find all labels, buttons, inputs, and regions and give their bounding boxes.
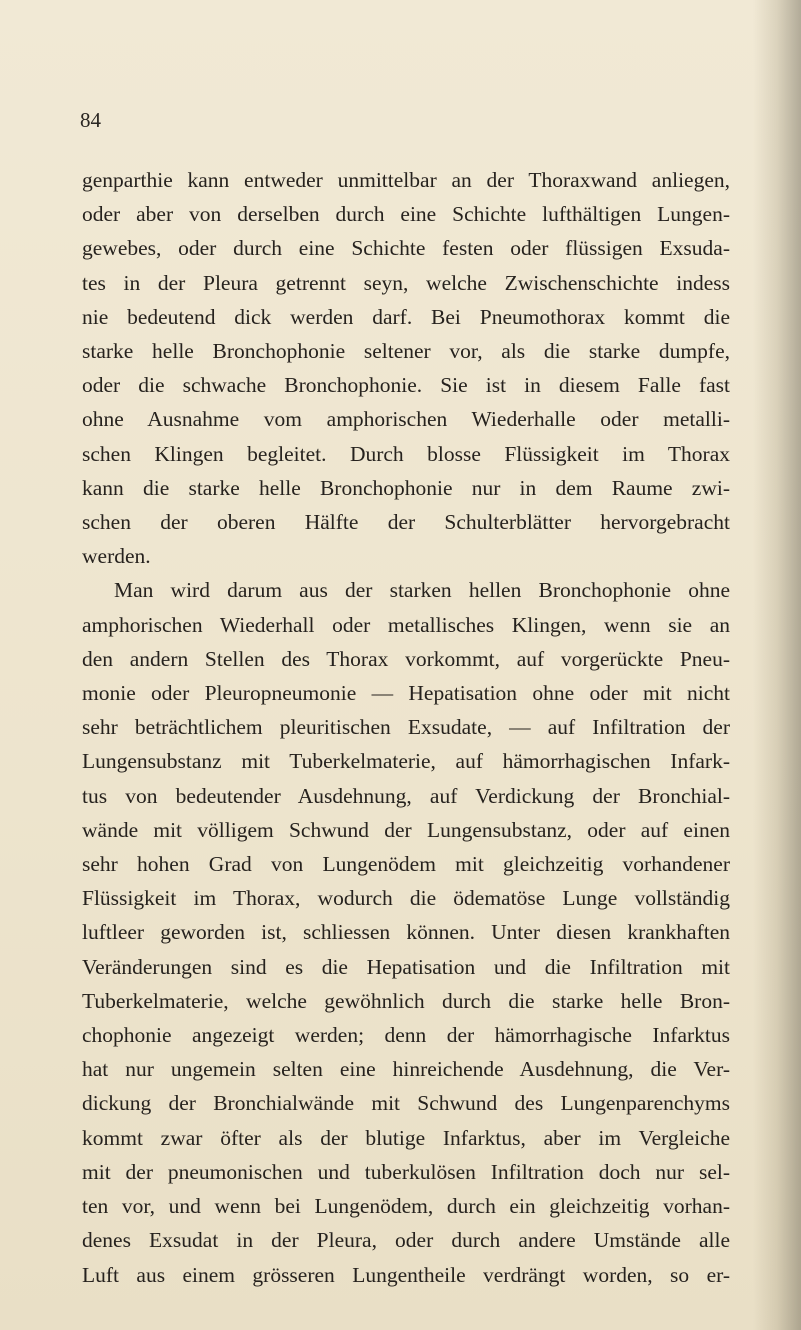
page-number: 84 (80, 108, 101, 132)
text-line: kommt zwar öfter als der blutige Infarktus, aber im Vergleiche (82, 1125, 730, 1150)
text-line: schen der oberen Hälfte der Schulterblätter hervorgebracht (82, 510, 730, 535)
text-line: sehr hohen Grad von Lungenödem mit gleichzeitig vorhandener (82, 852, 730, 877)
text-line: tus von bedeutender Ausdehnung, auf Verdickung der Bronchial- (82, 783, 730, 808)
text-line: schen Klingen begleitet. Durch blosse Flüssigkeit im Thorax (82, 441, 730, 466)
text-line: monie oder Pleuropneumonie — Hepatisation ohne oder mit nicht (82, 681, 730, 706)
text-line: luftleer geworden ist, schliessen können. Unter diesen krankhaften (82, 920, 730, 945)
text-line: chophonie angezeigt werden; denn der hämorrhagische Infarktus (82, 1023, 730, 1048)
text-line: oder die schwache Bronchophonie. Sie ist in diesem Falle fast (82, 373, 730, 398)
text-line: Tuberkelmaterie, welche gewöhnlich durch die starke helle Bron- (82, 988, 730, 1013)
text-line: dickung der Bronchialwände mit Schwund des Lungenparenchyms (82, 1091, 730, 1116)
text-line: ten vor, und wenn bei Lungenödem, durch ein gleichzeitig vorhan- (82, 1194, 730, 1219)
text-line: amphorischen Wiederhall oder metallisches Klingen, wenn sie an (82, 612, 730, 637)
text-line: mit der pneumonischen und tuberkulösen Infiltration doch nur sel- (82, 1159, 730, 1184)
text-line: hat nur ungemein selten eine hinreichende Ausdehnung, die Ver- (82, 1057, 730, 1082)
text-line: Lungensubstanz mit Tuberkelmaterie, auf hämorrhagischen Infark- (82, 749, 730, 774)
text-line: Flüssigkeit im Thorax, wodurch die ödematöse Lunge vollständig (82, 886, 730, 911)
text-line: Veränderungen sind es die Hepatisation und die Infiltration mit (82, 954, 730, 979)
text-line: oder aber von derselben durch eine Schichte lufthältigen Lungen- (82, 202, 730, 227)
text-line: werden. (82, 544, 151, 569)
text-line: sehr beträchtlichem pleuritischen Exsudate, — auf Infiltration der (82, 715, 730, 740)
text-line: ohne Ausnahme vom amphorischen Wiederhalle oder metalli- (82, 407, 730, 432)
text-line: starke helle Bronchophonie seltener vor, als die starke dumpfe, (82, 339, 730, 364)
body-text (82, 163, 730, 1292)
text-line: den andern Stellen des Thorax vorkommt, auf vorgerückte Pneu- (82, 646, 730, 671)
text-line: tes in der Pleura getrennt seyn, welche Zwischenschichte indess (82, 270, 730, 295)
text-line: Luft aus einem grösseren Lungentheile verdrängt worden, so er- (82, 1262, 730, 1287)
text-line: wände mit völligem Schwund der Lungensubstanz, oder auf einen (82, 817, 730, 842)
text-line: genparthie kann entweder unmittelbar an der Thoraxwand anliegen, (82, 168, 730, 192)
text-line: nie bedeutend dick werden darf. Bei Pneumothorax kommt die (82, 304, 730, 329)
text-line: gewebes, oder durch eine Schichte festen oder flüssigen Exsuda- (82, 236, 730, 261)
text-line: kann die starke helle Bronchophonie nur in dem Raume zwi- (82, 475, 730, 500)
text-line: Man wird darum aus der starken hellen Bronchophonie ohne (114, 578, 730, 603)
text-line: denes Exsudat in der Pleura, oder durch andere Umstände alle (82, 1228, 730, 1253)
